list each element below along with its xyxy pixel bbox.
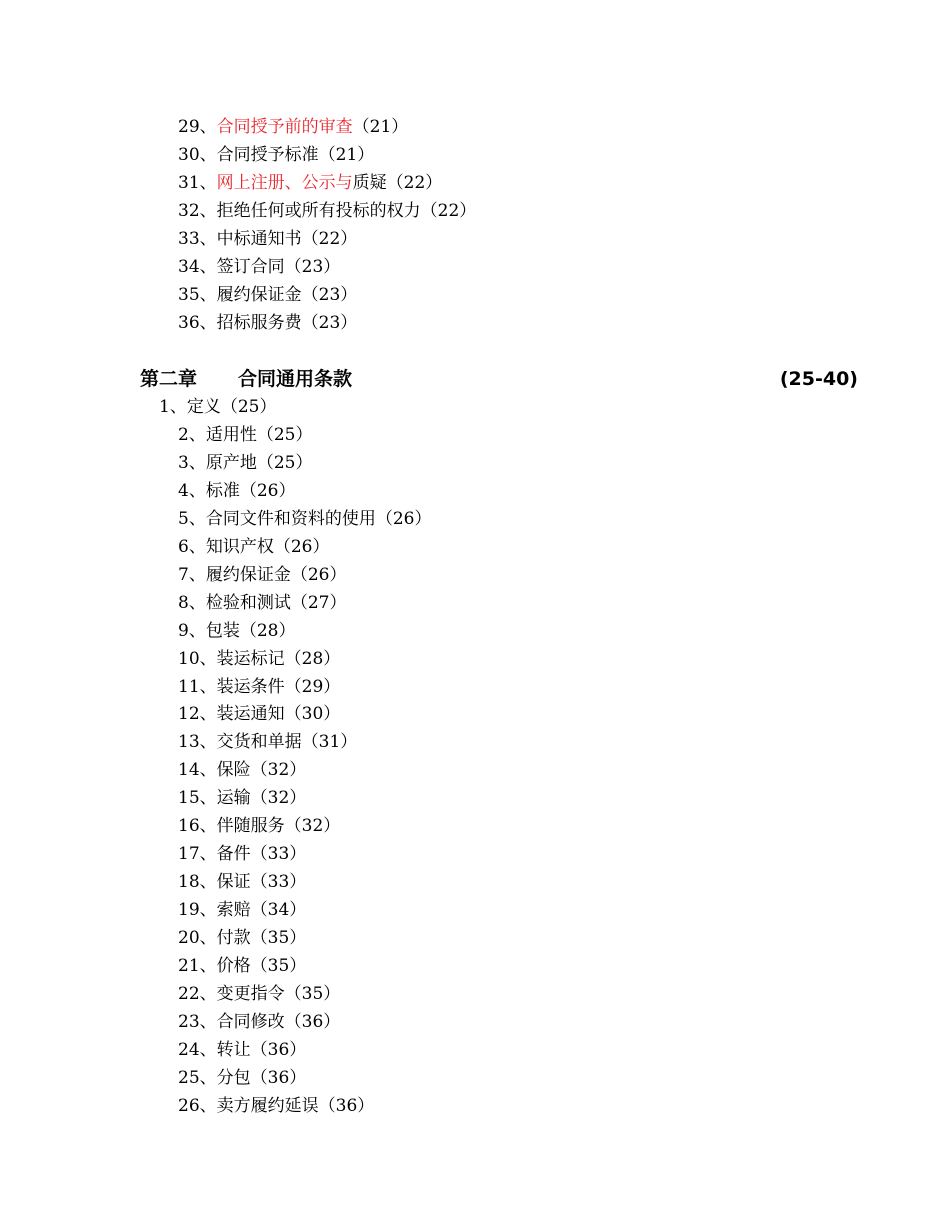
toc-entry-text: 34、签订合同（23） [178,257,341,277]
toc-entry [178,619,295,643]
toc-entry-text: 7、履约保证金（26） [178,564,347,585]
toc-entry [178,255,340,279]
toc-entry-text: 31、 [178,173,217,193]
toc-entry [178,1038,306,1062]
toc-entry [178,283,357,307]
chapter-heading [140,365,858,393]
toc-entry [178,954,306,978]
toc-entry [178,591,346,615]
toc-entry-text: 8、检验和测试（27） [178,592,347,613]
toc-entry-text: 18、保证（33） [178,872,307,893]
toc-entry [178,143,374,167]
toc-entry-text: 26、卖方履约延误（36） [178,1095,375,1116]
toc-entry [178,898,306,922]
toc-entry [178,758,306,782]
toc-entry [178,479,295,503]
toc-entry-text: 23、合同修改（36） [178,1011,341,1032]
toc-entry-text: 25、分包（36） [178,1067,307,1088]
toc-entry-text: 30、合同授予标准（21） [178,145,375,165]
toc-entry-text: 21、价格（35） [178,956,307,976]
toc-entry-text: 质疑（22） [352,173,443,193]
toc-entry [178,982,340,1006]
chapter-title: 合同通用条款 [238,368,353,390]
toc-entry [178,814,340,838]
toc-entry [178,451,312,475]
toc-entry [178,311,357,335]
toc-entry [178,199,476,223]
chapter-number: 第二章 [140,368,198,390]
toc-entry-text: 15、运输（32） [178,788,307,809]
toc-entry-text: 4、标准（26） [178,480,296,501]
toc-entry-text: 11、装运条件（29） [178,676,341,697]
toc-entry-text: 33、中标通知书（22） [178,229,358,249]
toc-entry [178,563,346,587]
toc-entry [159,395,276,419]
toc-entry-text: （21） [352,117,409,137]
toc-entry [178,1066,306,1090]
toc-entry [178,507,431,531]
toc-entry-text: 36、招标服务费（23） [178,313,358,333]
toc-entry [178,535,329,559]
toc-entry [178,171,442,195]
toc-entry-text: 29、 [178,117,217,137]
toc-entry-text: 13、交货和单据（31） [178,732,358,753]
toc-entry-text: 6、知识产权（26） [178,536,330,557]
toc-entry [178,227,357,251]
toc-entry-text: 24、转让（36） [178,1039,307,1060]
toc-entry [178,1094,374,1118]
toc-entry [178,115,408,139]
toc-entry-text: 32、拒绝任何或所有投标的权力（22） [178,201,477,221]
toc-entry-text: 20、付款（35） [178,928,307,949]
toc-entry-text: 合同授予前的审查 [216,117,353,137]
toc-entry-text: 22、变更指令（35） [178,983,341,1004]
toc-entry [178,786,306,810]
toc-entry-text: 14、保险（32） [178,760,307,781]
toc-entry [178,423,312,447]
toc-entry-text: 19、索赔（34） [178,900,307,921]
toc-entry [178,647,340,671]
toc-entry [178,926,306,950]
toc-entry-text: 1、定义（25） [159,397,277,417]
toc-entry-text: 17、备件（33） [178,844,307,865]
toc-entry [178,870,306,894]
toc-entry [178,730,357,754]
toc-entry [178,702,340,726]
toc-entry-text: 3、原产地（25） [178,452,313,473]
toc-entry [178,842,306,866]
toc-entry-text: 35、履约保证金（23） [178,285,358,305]
toc-entry-text: 10、装运标记（28） [178,648,341,669]
toc-entry [178,675,340,699]
chapter-page-range: (25-40) [779,368,858,390]
toc-entry [178,1010,340,1034]
toc-entry-text: 网上注册、公示与 [216,173,353,193]
toc-entry-text: 2、适用性（25） [178,424,313,445]
toc-entry-text: 12、装运通知（30） [178,704,341,725]
toc-entry-text: 16、伴随服务（32） [178,816,341,837]
toc-entry-text: 5、合同文件和资料的使用（26） [178,508,432,529]
toc-entry-text: 9、包装（28） [178,620,296,641]
